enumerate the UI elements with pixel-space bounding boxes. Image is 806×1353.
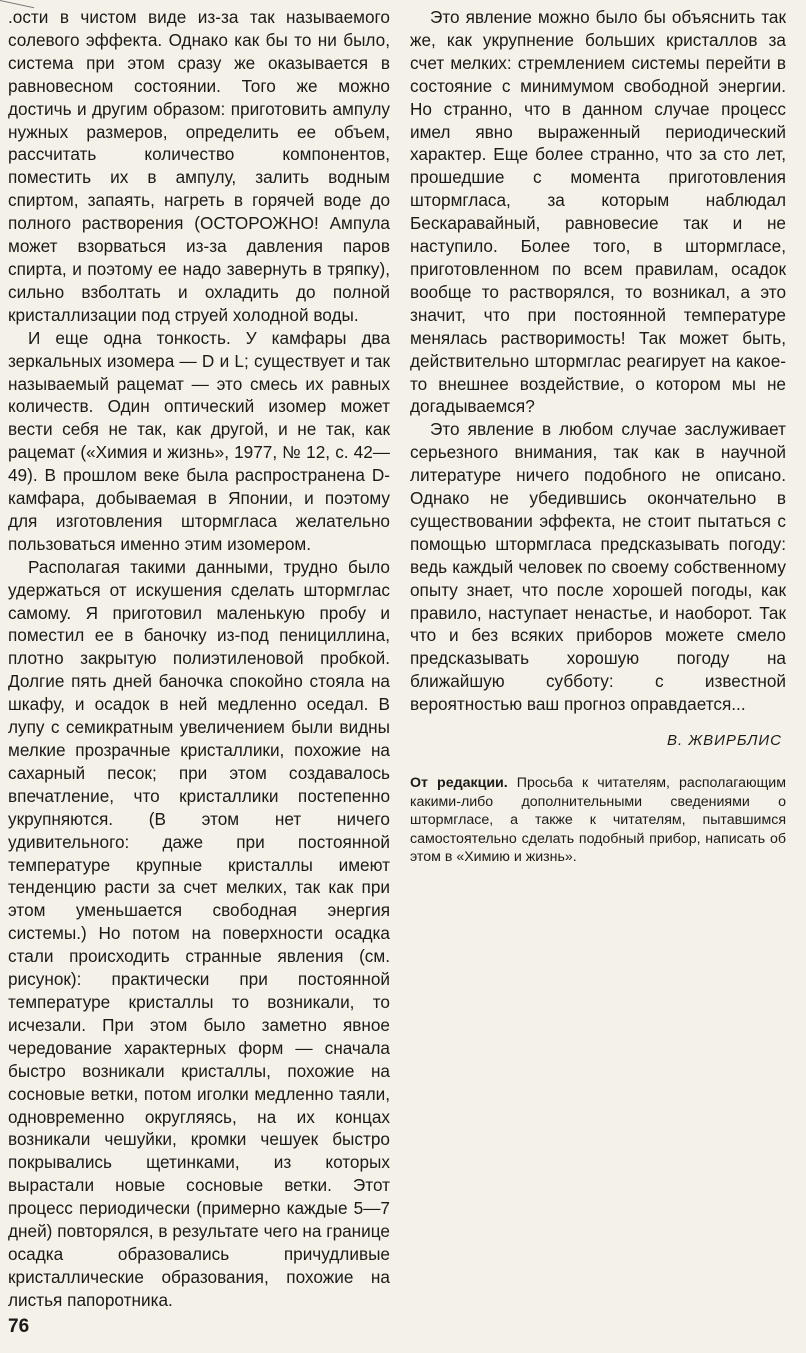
left-paragraph-1: .ости в чистом виде из-за так называемого солевого эффекта. Однако как бы то ни было, система при этом сразу же оказывается в равновесном состоянии. Того же можно достичь и другим образом: приготовить ампулу нужных размеров, определить ее объем, рассчитать количество компонентов, поместить их в ампулу, залить водным спиртом, запаять, нагреть в горячей воде до полного растворения (ОСТОРОЖНО! Ампула может взорваться из-за давления паров спирта, и поэтому ее надо завернуть в тряпку), сильно взболтать и охладить до полной кристаллизации под струей холодной воды. xyxy=(8,7,390,325)
left-paragraph-3: Располагая такими данными, трудно было удержаться от искушения сделать штормглас самому. Я приготовил маленькую пробу и поместил ее в баночку из-под пенициллина, плотно закрытую полиэтиленовой пробкой. Долгие пять дней баночка спокойно стояла на шкафу, и осадок в ней медленно оседал. В лупу с семикратным увеличением были видны мелкие прозрачные кристаллики, похожие на сахарный песок; при этом создавалось впечатление, что кристаллики постепенно укрупняются. (В этом нет ничего удивительного: даже при постоянной температуре крупные кристаллы имеют тенденцию расти за счет мелких, так как при этом уменьшается свободная энергия системы.) Но потом на поверхности осадка стали происходить странные явления (см. рисунок): практически при постоянной температуре кристаллы то возникали, то исчезали. При этом было заметно явное чередование характерных форм — сначала быстро возникали кристаллы, похожие на сосновые ветки, потом иголки медленно таяли, одновременно округляясь, на их концах возникали чешуйки, кромки чешуек быстро покрывались щетинками, из которых вырастали новые сосновые ветки. Этот процесс периодически (примерно каждые 5—7 дней) повторялся, в результате чего на границе осадка образовались причудливые кристаллические образования, похожие на листья папоротника. xyxy=(8,556,390,1310)
right-paragraph-1: Это явление можно было бы объяснить так же, как укрупнение больших кристаллов за счет мелких: стремлением системы перейти в состояние с минимумом свободной энергии. Но странно, что в данном случае процесс имел явно выраженный периодический характер. Еще более странно, что за сто лет, прошедшие с момента приготовления штормгласа, за которым наблюдал Бескаравайный, равновесие так и не наступило. Более того, в штормгласе, приготовленном по всем правилам, осадок вообще то растворялся, то возникал, а это значит, что при постоянной температуре менялась растворимость! Так может быть, действительно штормглас реагирует на какое-то внешнее воздействие, о котором мы не догадываемся? xyxy=(410,7,786,417)
left-column xyxy=(8,6,390,1312)
page-number: 76 xyxy=(8,1316,30,1337)
author-signature: В. ЖВИРБЛИС xyxy=(667,732,782,750)
right-column xyxy=(410,6,786,867)
editor-note xyxy=(410,774,786,867)
editor-note-label: От редакции. xyxy=(410,775,508,792)
left-paragraph-2: И еще одна тонкость. У камфары два зеркальных изомера — D и L; существует и так называемый рацемат — это смесь их равных количеств. Один оптический изомер может вести себя не так, как другой, и не так, как рацемат («Химия и жизнь», 1977, № 12, с. 42—49). В прошлом веке была распространена D-камфара, добываемая в Японии, и поэтому для изготовления штормгласа желательно пользоваться именно этим изомером. xyxy=(8,327,390,554)
editor-note-text: Просьба к читателям, располагающим какими-либо дополнительными сведениями о штормгласе, а также к читателям, пытавшимся самостоятельно сделать подобный прибор, написать об этом в «Химию и жизнь». xyxy=(410,775,786,866)
right-paragraph-2: Это явление в любом случае заслуживает серьезного внимания, так как в научной литературе ничего подобного не описано. Однако не убедившись окончательно в существовании эффекта, не стоит пытаться с помощью штормгласа предсказывать погоду: ведь каждый человек по своему собственному опыту знает, что после хорошей погоды, как правило, наступает ненастье, и наоборот. Так что и без всяких приборов можете смело предсказывать хорошую погоду на ближайшую субботу: с известной вероятностью ваш прогноз оправдается... xyxy=(410,419,786,715)
